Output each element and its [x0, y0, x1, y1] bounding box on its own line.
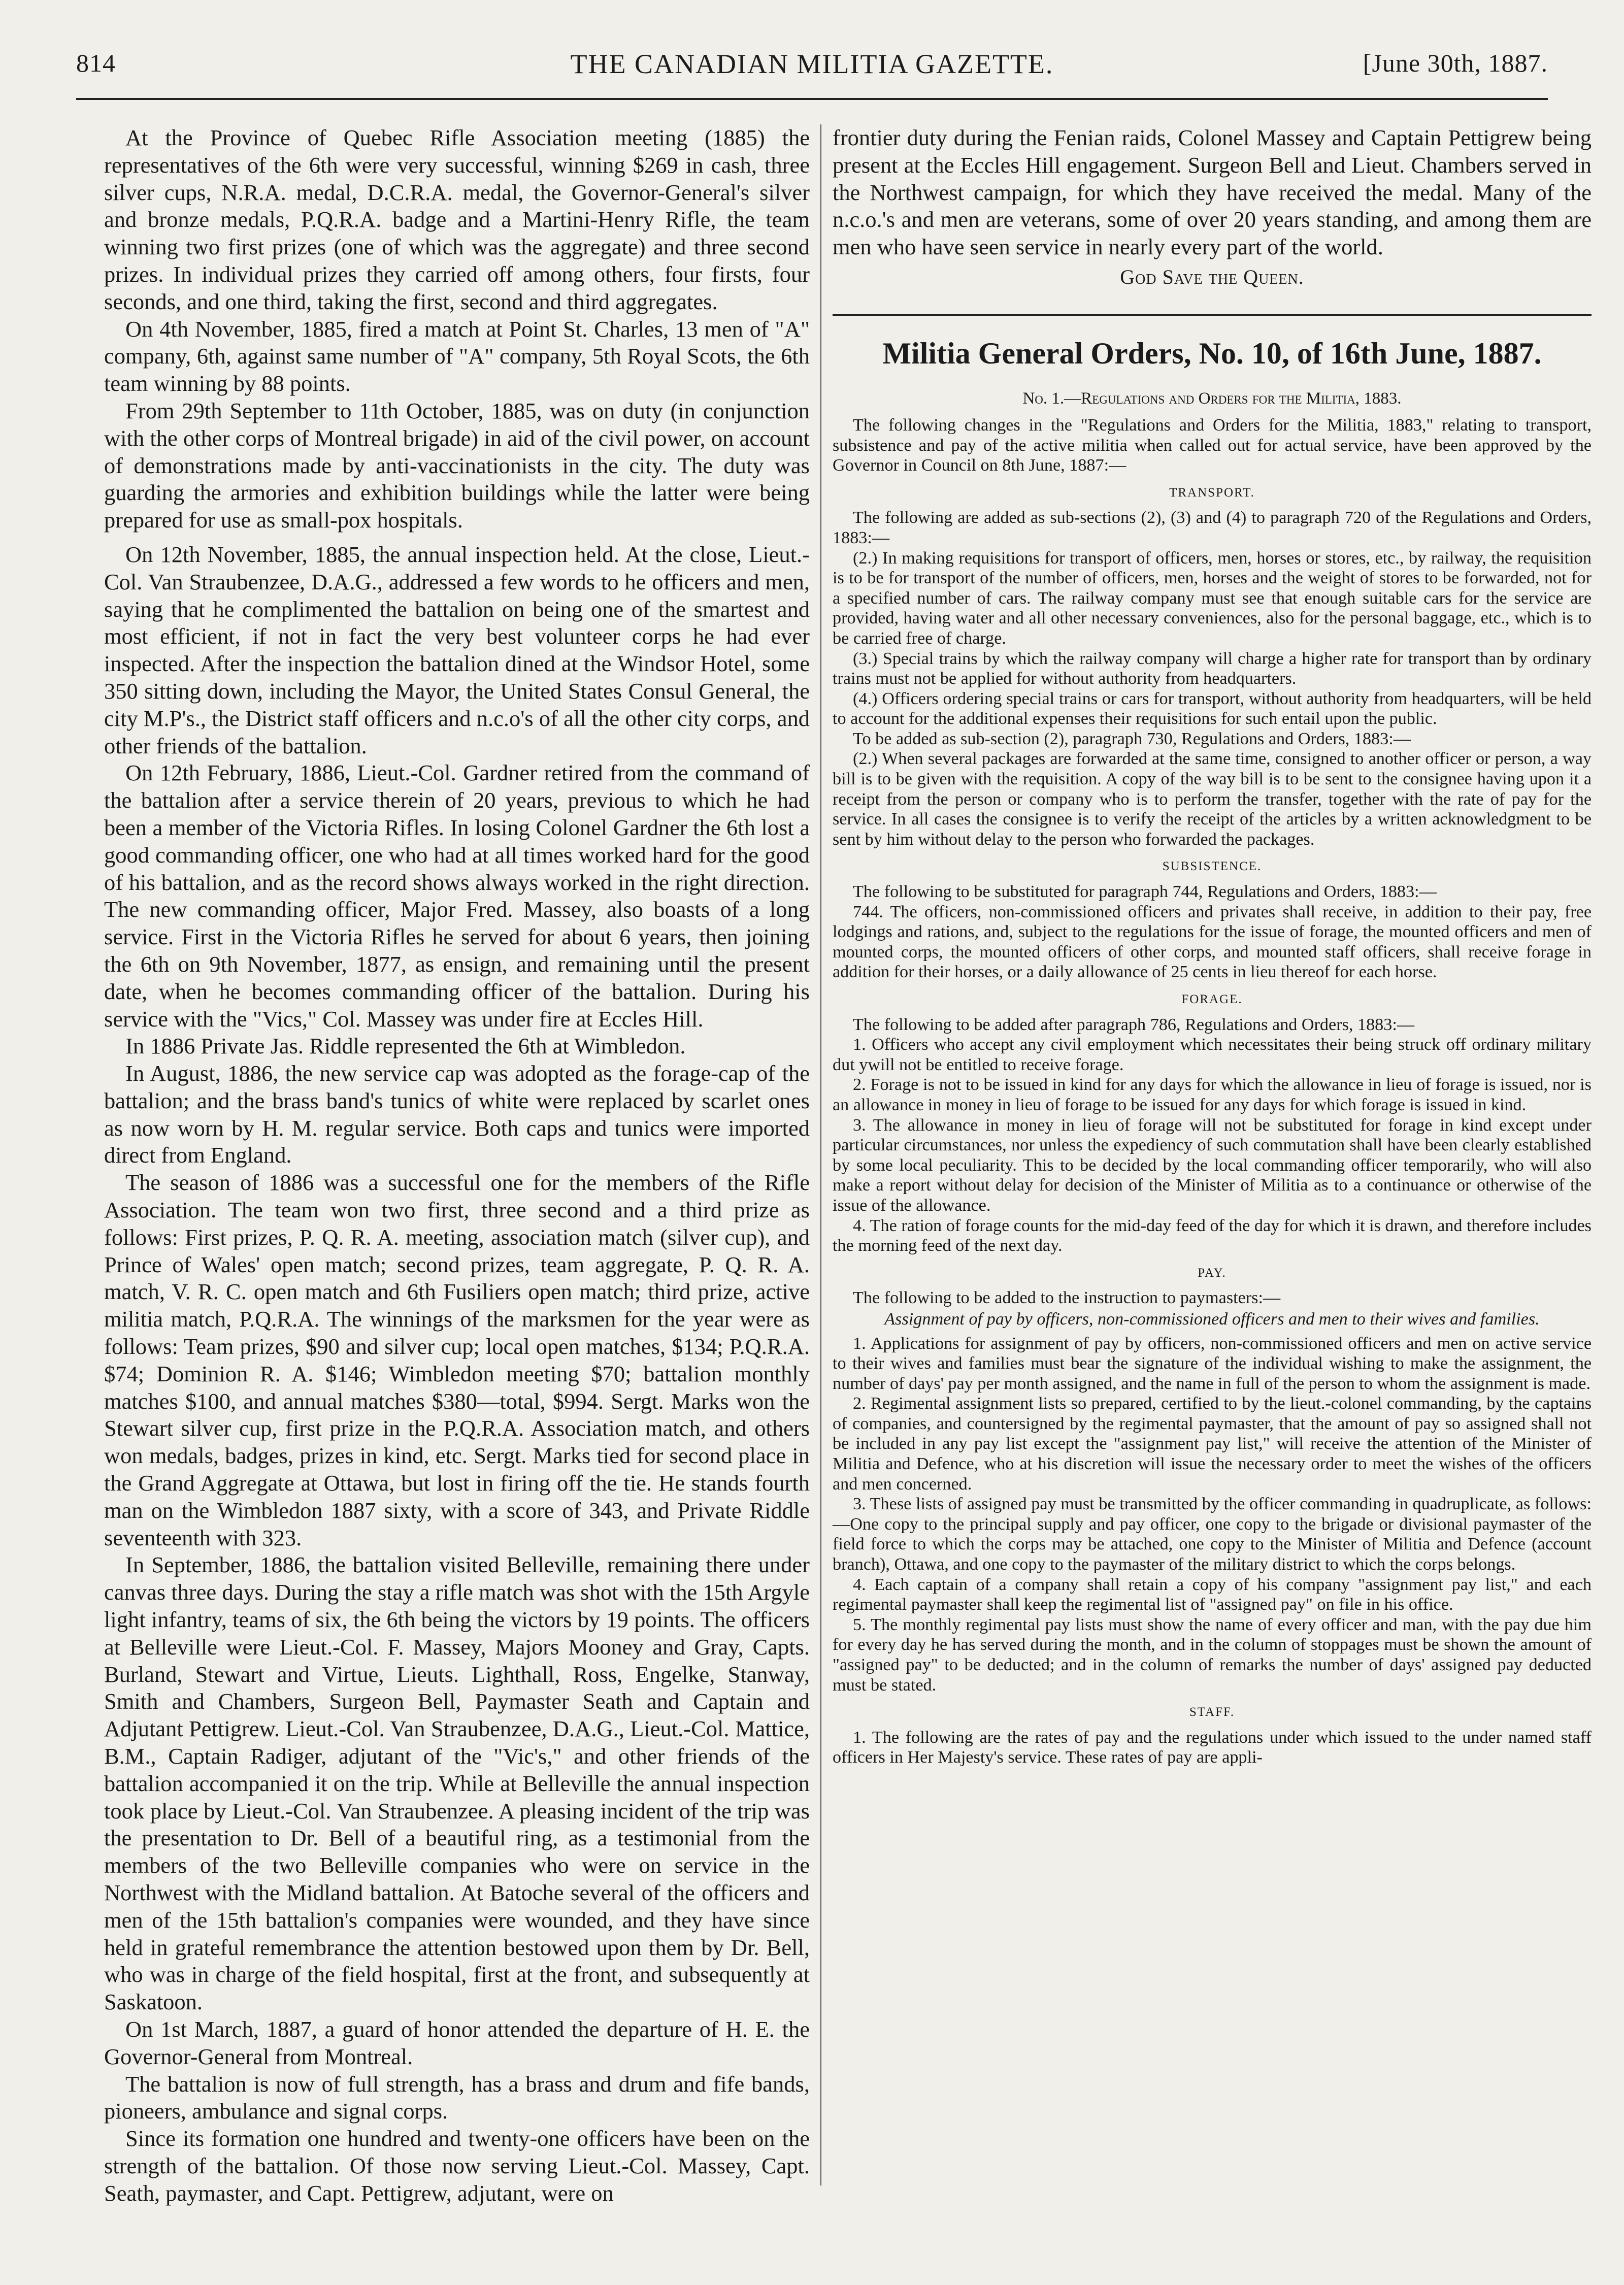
forage-paragraph: 2. Forage is not to be issued in kind for any days for which the allowance in lieu of forage is issued, nor is an allowance in money in lieu of forage to be issued for any days for which forage is issued in kind. — [833, 1075, 1592, 1114]
left-column — [104, 124, 810, 2207]
pay-paragraph: 5. The monthly regimental pay lists must show the name of every officer and man, with the pay due him for every day he has served during the month, and in the column of stoppages must be shown the amount of "assigned pay" to be deducted; and in the column of remarks the number of days' assigned pay deducted must be stated. — [833, 1615, 1592, 1695]
section-heading-transport: TRANSPORT. — [1169, 485, 1255, 500]
left-paragraph: On 12th February, 1886, Lieut.-Col. Gardner retired from the command of the battalion after a service therein of 20 years, previous to which he had been a member of the Victoria Rifles. In losing Colonel Gardner the 6th lost a good commanding officer, one who had at all times worked hard for the good of his battalion, and as the record shows always worked in the right direction. The new commanding officer, Major Fred. Massey, also boasts of a long service. First in the Victoria Rifles he served for about 6 years, then joining the 6th on 9th November, 1877, as ensign, and remaining until the present date, when he becomes commanding officer of the battalion. During his service with the "Vics," Col. Massey was under fire at Eccles Hill. — [104, 760, 810, 1032]
subsistence-paragraph: 744. The officers, non-commissioned officers and privates shall receive, in addition to their pay, free lodgings and rations, and, subject to the regulations for the issue of forage, the mounted officers and men of mounted corps, the mounted officers of other corps, and mounted staff officers, shall receive forage in addition for their horses, or a daily allowance of 25 cents in lieu thereof for each horse. — [833, 902, 1592, 982]
header-rule — [76, 98, 1548, 100]
left-paragraph: In August, 1886, the new service cap was adopted as the forage-cap of the battalion; and the brass band's tunics of white were replaced by scarlet ones as now worn by H. M. regular service. Both caps and tunics were imported direct from England. — [104, 1061, 810, 1168]
continued-paragraph: frontier duty during the Fenian raids, Colonel Massey and Captain Pettigrew being present at the Eccles Hill engagement. Surgeon Bell and Lieut. Chambers served in the Northwest campaign, for which they have received the medal. Many of the n.c.o.'s and men are veterans, some of over 20 years standing, and among them are men who have seen service in nearly every part of the world. — [833, 125, 1592, 260]
section-heading-subsistence: SUBSISTENCE. — [1162, 859, 1262, 874]
page-number: 814 — [76, 49, 116, 77]
section-heading-staff: STAFF. — [1189, 1705, 1235, 1719]
publication-title: THE CANADIAN MILITIA GAZETTE. — [570, 49, 1054, 79]
issue-date: [June 30th, 1887. — [1363, 49, 1548, 77]
running-head — [76, 48, 1548, 94]
pay-intro: The following to be added to the instruction to paymasters:— — [853, 1288, 1281, 1308]
right-column — [833, 124, 1592, 1768]
pay-paragraph: 4. Each captain of a company shall retain a copy of his company "assignment pay list," and each regimental paymaster shall keep the regimental list of "assigned pay" on file in his office. — [833, 1575, 1592, 1614]
pay-paragraph: 3. These lists of assigned pay must be transmitted by the officer commanding in quadruplicate, as follows:—One copy to the principal supply and pay officer, one copy to the brigade or divisional paymaster of the field force to which the corps may be attached, one copy to the Minister of Militia and Defence (account branch), Ottawa, and one copy to the paymaster of the military district to which the corps belongs. — [833, 1495, 1592, 1574]
left-paragraph: Since its formation one hundred and twenty-one officers have been on the strength of the battalion. Of those now serving Lieut.-Col. Massey, Capt. Seath, paymaster, and Capt. Pettigrew, adjutant, were on — [104, 2126, 810, 2206]
left-paragraph: On 12th November, 1885, the annual inspection held. At the close, Lieut.-Col. Van Straubenzee, D.A.G., addressed a few words to he officers and men, saying that he complimented the battalion on being one of the smartest and most efficient, if not in fact the very best volunteer corps he had ever inspected. After the inspection the battalion dined at the Windsor Hotel, some 350 sitting down, including the Mayor, the United States Consul General, the city M.P's., the District staff officers and n.c.o's of all the other city corps, and other friends of the battalion. — [104, 541, 810, 758]
forage-paragraph: 3. The allowance in money in lieu of forage will not be substituted for forage in kind except under particular circumstances, nor unless the expediency of such commutation shall have been clearly established by some local peculiarity. This to be decided by the local commanding officer temporarily, who will also make a report without delay for decision of the Minister of Militia as to a continuance or otherwise of the issue of the allowance. — [833, 1115, 1592, 1215]
section-heading-forage: FORAGE. — [1181, 992, 1243, 1007]
left-paragraph: At the Province of Quebec Rifle Association meeting (1885) the representatives of the 6th were very successful, winning $269 in cash, three silver cups, N.R.A. medal, D.C.R.A. medal, the Governor-General's silver and bronze medals, P.Q.R.A. badge and a Martini-Henry Rifle, the team winning two first prizes (one of which was the aggregate) and three second prizes. In individual prizes they carried off among others, four firsts, four seconds, and one third, taking the first, second and third aggregates. — [104, 125, 810, 314]
transport-paragraph: (2.) In making requisitions for transport of officers, men, horses or stores, etc., by railway, the requisition is to be for transport of the number of officers, men, horses and the weight of stores to be forwarded, not for a specified number of cars. The railway company must see that enough suitable cars for the service are provided, having water and all other necessary conveniences, also for the personal baggage, etc., which is to be carried free of charge. — [833, 548, 1592, 648]
transport-paragraph: The following are added as sub-sections (2), (3) and (4) to paragraph 720 of the Regulations and Orders, 1883:— — [833, 508, 1592, 547]
orders-intro: The following changes in the "Regulations and Orders for the Militia, 1883," relating to transport, subsistence and pay of the active militia when called out for actual service, have been approved by the Governor in Council on 8th June, 1887:— — [833, 415, 1592, 475]
orders-body — [833, 415, 1592, 1768]
pay-paragraph: 1. Applications for assignment of pay by officers, non-commissioned officers and men on active service to their wives and families must bear the signature of the individual wishing to make the assignment, the number of days' pay per month assigned, and the name in full of the person to whom the assignment is made. — [833, 1334, 1592, 1393]
transport-paragraph: (3.) Special trains by which the railway company will charge a higher rate for transport than by ordinary trains must not be applied for without authority from headquarters. — [833, 649, 1592, 688]
forage-paragraph: 1. Officers who accept any civil employment which necessitates their being struck off ordinary military dut ywill not be entitled to receive forage. — [833, 1035, 1592, 1074]
column-divider — [820, 124, 821, 2185]
section-heading-pay: PAY. — [1198, 1266, 1227, 1280]
forage-paragraph: 4. The ration of forage counts for the mid-day feed of the day for which it is drawn, and therefore includes the morning feed of the next day. — [833, 1216, 1592, 1255]
section-rule — [833, 314, 1592, 316]
closing-line: God Save the Queen. — [1120, 265, 1304, 288]
transport-paragraph: To be added as sub-section (2), paragraph 730, Regulations and Orders, 1883:— — [853, 729, 1411, 748]
left-paragraph: On 4th November, 1885, fired a match at Point St. Charles, 13 men of "A" company, 6th, against same number of "A" company, 5th Royal Scots, the 6th team winning by 88 points. — [104, 316, 810, 396]
pay-paragraph: 2. Regimental assignment lists so prepared, certified to by the lieut.-colonel commanding, by the captains of companies, and countersigned by the regimental paymaster, that the amount of pay so assigned shall not be included in any pay list except the "assignment pay list," will receive the attention of the Minister of Militia and Defence, who at his discretion will issue the necessary order to meet the wishes of the officers and men concerned. — [833, 1394, 1592, 1494]
forage-paragraph: The following to be added after paragraph 786, Regulations and Orders, 1883:— — [853, 1015, 1415, 1034]
orders-title: Militia General Orders, No. 10, of 16th June, 1887. — [882, 336, 1542, 370]
left-paragraph: On 1st March, 1887, a guard of honor attended the departure of H. E. the Governor-General from Montreal. — [104, 2016, 810, 2069]
left-paragraph: In 1886 Private Jas. Riddle represented the 6th at Wimbledon. — [125, 1033, 686, 1059]
pay-subheading: Assignment of pay by officers, non-commissioned officers and men to their wives and families. — [884, 1309, 1540, 1329]
order-number-heading: No. 1.—Regulations and Orders for the Militia, 1883. — [1022, 389, 1402, 408]
staff-paragraph: 1. The following are the rates of pay and the regulations under which issued to the under named staff officers in Her Majesty's service. These rates of pay are appli- — [833, 1728, 1592, 1767]
left-paragraph: In September, 1886, the battalion visited Belleville, remaining there under canvas three days. During the stay a rifle match was shot with the 15th Argyle light infantry, teams of six, the 6th being the victors by 19 points. The officers at Belleville were Lieut.-Col. F. Massey, Majors Mooney and Gray, Capts. Burland, Stewart and Virtue, Lieuts. Lighthall, Ross, Engelke, Stanway, Smith and Chambers, Surgeon Bell, Paymaster Seath and Captain and Adjutant Pettigrew. Lieut.-Col. Van Straubenzee, D.A.G., Lieut.-Col. Mattice, B.M., Captain Radiger, adjutant of the "Vic's," and other friends of the battalion accompanied it on the trip. While at Belleville the annual inspection took place by Lieut.-Col. Van Straubenzee. A pleasing incident of the trip was the presentation to Dr. Bell of a beautiful ring, as a testimonial from the members of the two Belleville companies who were on service in the Northwest with the Midland battalion. At Batoche several of the officers and men of the 15th battalion's companies were wounded, and they have since held in grateful remembrance the attention bestowed upon them by Dr. Bell, who was in charge of the field hospital, first at the front, and subsequently at Saskatoon. — [104, 1552, 810, 2015]
transport-paragraph: (2.) When several packages are forwarded at the same time, consigned to another officer or person, a way bill is to be given with the requisition. A copy of the way bill is to be sent to the consignee having upon it a receipt from the person or company who is to perform the transfer, together with the rate of pay for the service. In all cases the consignee is to verify the receipt of the articles by a written acknowledgment to be sent by him without delay to the person who forwarded the packages. — [833, 749, 1592, 849]
left-paragraph: From 29th September to 11th October, 1885, was on duty (in conjunction with the other corps of Montreal brigade) in aid of the civil power, on account of demonstrations made by anti-vaccinationists in the city. The duty was guarding the armories and exhibition buildings while the latter were being prepared for use as small-pox hospitals. — [104, 398, 810, 533]
left-paragraph: The season of 1886 was a successful one for the members of the Rifle Association. The team won two first, three second and a third prize as follows: First prizes, P. Q. R. A. meeting, association match (silver cup), and Prince of Wales' open match; second prizes, team aggregate, P. Q. R. A. match, V. R. C. open match and 6th Fusiliers open match; third prize, active militia match, P.Q.R.A. The winnings of the marksmen for the year were as follows: Team prizes, $90 and silver cup; local open matches, $134; P.Q.R.A. $74; Dominion R. A. $146; Wimbledon meeting $70; battalion monthly matches $100, and annual matches $380—total, $994. Sergt. Marks won the Stewart silver cup, first prize in the P.Q.R.A. Association match, and others won medals, badges, prizes in kind, etc. Sergt. Marks tied for second place in the Grand Aggregate at Ottawa, but lost in firing off the tie. He stands fourth man on the Wimbledon 1887 sixty, with a score of 343, and Private Riddle seventeenth with 323. — [104, 1170, 810, 1550]
transport-paragraph: (4.) Officers ordering special trains or cars for transport, without authority from headquarters, will be held to account for the additional expenses their requisitions for such entail upon the public. — [833, 689, 1592, 728]
left-paragraph: The battalion is now of full strength, has a brass and drum and fife bands, pioneers, ambulance and signal corps. — [104, 2071, 810, 2124]
subsistence-paragraph: The following to be substituted for paragraph 744, Regulations and Orders, 1883:— — [853, 882, 1437, 902]
